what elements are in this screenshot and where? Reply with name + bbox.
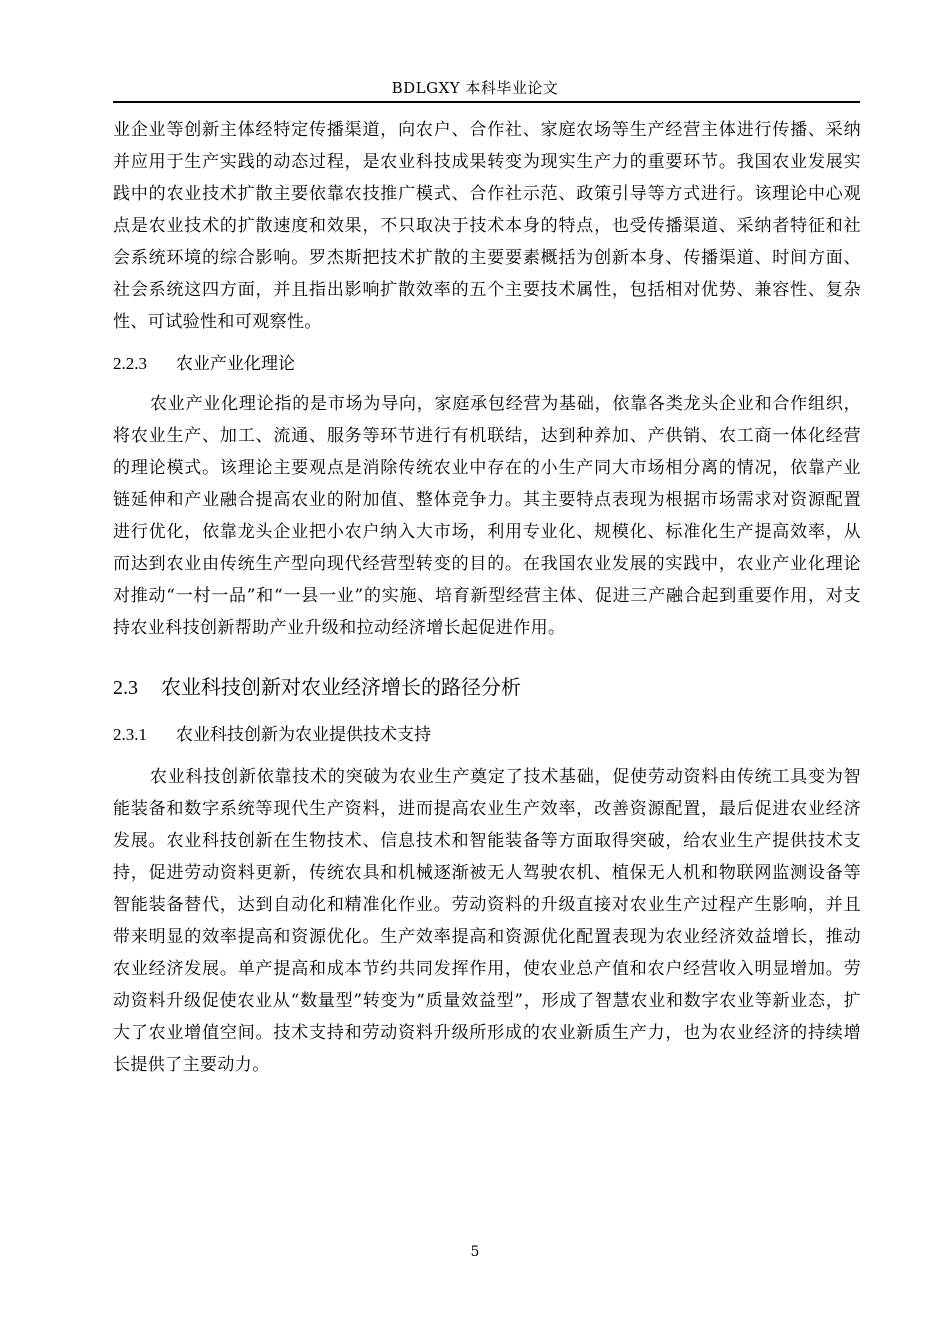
body-paragraph: 农业科技创新依靠技术的突破为农业生产奠定了技术基础，促使劳动资料由传统工具变为智能装备和数字系统等现代生产资料，进而提高农业生产效率，改善资源配置，最后促进农业经济发展。农业科技创新在生物技术、信息技术和智能装备等方面取得突破，给农业生产提供技术支持，促进劳动资料更新，传统农具和机械逐渐被无人驾驶农机、植保无人机和物联网监测设备等智能装备替代，达到自动化和精准化作业。劳动资料的升级直接对农业生产过程产生影响，并且带来明显的效率提高和资源优化。生产效率提高和资源优化配置表现为农业经济效益增长，推动农业经济发展。单产提高和成本节约共同发挥作用，使农业总产值和农户经营收入明显增加。劳动资料升级促使农业从“数量型”转变为“质量效益型”，形成了智慧农业和数字农业等新业态，扩大了农业增值空间。技术支持和劳动资料升级所形成的农业新质生产力，也为农业经济的持续增长提供了主要动力。 bbox=[113, 767, 861, 1075]
continuation-paragraph: 业企业等创新主体经特定传播渠道，向农户、合作社、家庭农场等生产经营主体进行传播、采纳并应用于生产实践的动态过程，是农业科技成果转变为现实生产力的重要环节。我国农业发展实践中的农业技术扩散主要依靠农技推广模式、合作社示范、政策引导等方式进行。该理论中心观点是农业技术的扩散速度和效果，不只取决于技术本身的特点，也受传播渠道、采纳者特征和社会系统环境的综合影响。罗杰斯把技术扩散的主要要素概括为创新本身、传播渠道、时间方面、社会系统这四方面，并且指出影响扩散效率的五个主要技术属性，包括相对优势、兼容性、复杂性、可试验性和可观察性。 bbox=[113, 120, 861, 332]
section-number: 2.3 bbox=[113, 677, 138, 699]
page-body bbox=[113, 114, 861, 1081]
section-title: 农业科技创新对农业经济增长的路径分析 bbox=[161, 675, 521, 699]
section-number: 2.3.1 bbox=[113, 725, 147, 744]
section-title: 农业产业化理论 bbox=[176, 354, 295, 374]
section-number: 2.2.3 bbox=[113, 354, 147, 373]
body-paragraph: 农业产业化理论指的是市场为导向，家庭承包经营为基础，依靠各类龙头企业和合作组织，将农业生产、加工、流通、服务等环节进行有机联结，达到种养加、产供销、农工商一体化经营的理论模式。该理论主要观点是消除传统农业中存在的小生产同大市场相分离的情况，依靠产业链延伸和产业融合提高农业的附加值、整体竞争力。其主要特点表现为根据市场需求对资源配置进行优化，依靠龙头企业把小农户纳入大市场，利用专业化、规模化、标准化生产提高效率，从而达到农业由传统生产型向现代经营型转变的目的。在我国农业发展的实践中，农业产业化理论对推动“一村一品”和“一县一业”的实施、培育新型经营主体、促进三产融合起到重要作用，对支持农业科技创新帮助产业升级和拉动经济增长起促进作用。 bbox=[113, 394, 861, 638]
section-heading-2-3 bbox=[113, 670, 861, 705]
page-number: 5 bbox=[470, 1244, 480, 1260]
section-title: 农业科技创新为农业提供技术支持 bbox=[176, 725, 431, 745]
running-header: BDLGXY 本科毕业论文 bbox=[391, 79, 559, 97]
section-heading-2-3-1 bbox=[113, 719, 861, 751]
section-heading-2-2-3 bbox=[113, 348, 861, 380]
header-divider bbox=[113, 101, 860, 103]
